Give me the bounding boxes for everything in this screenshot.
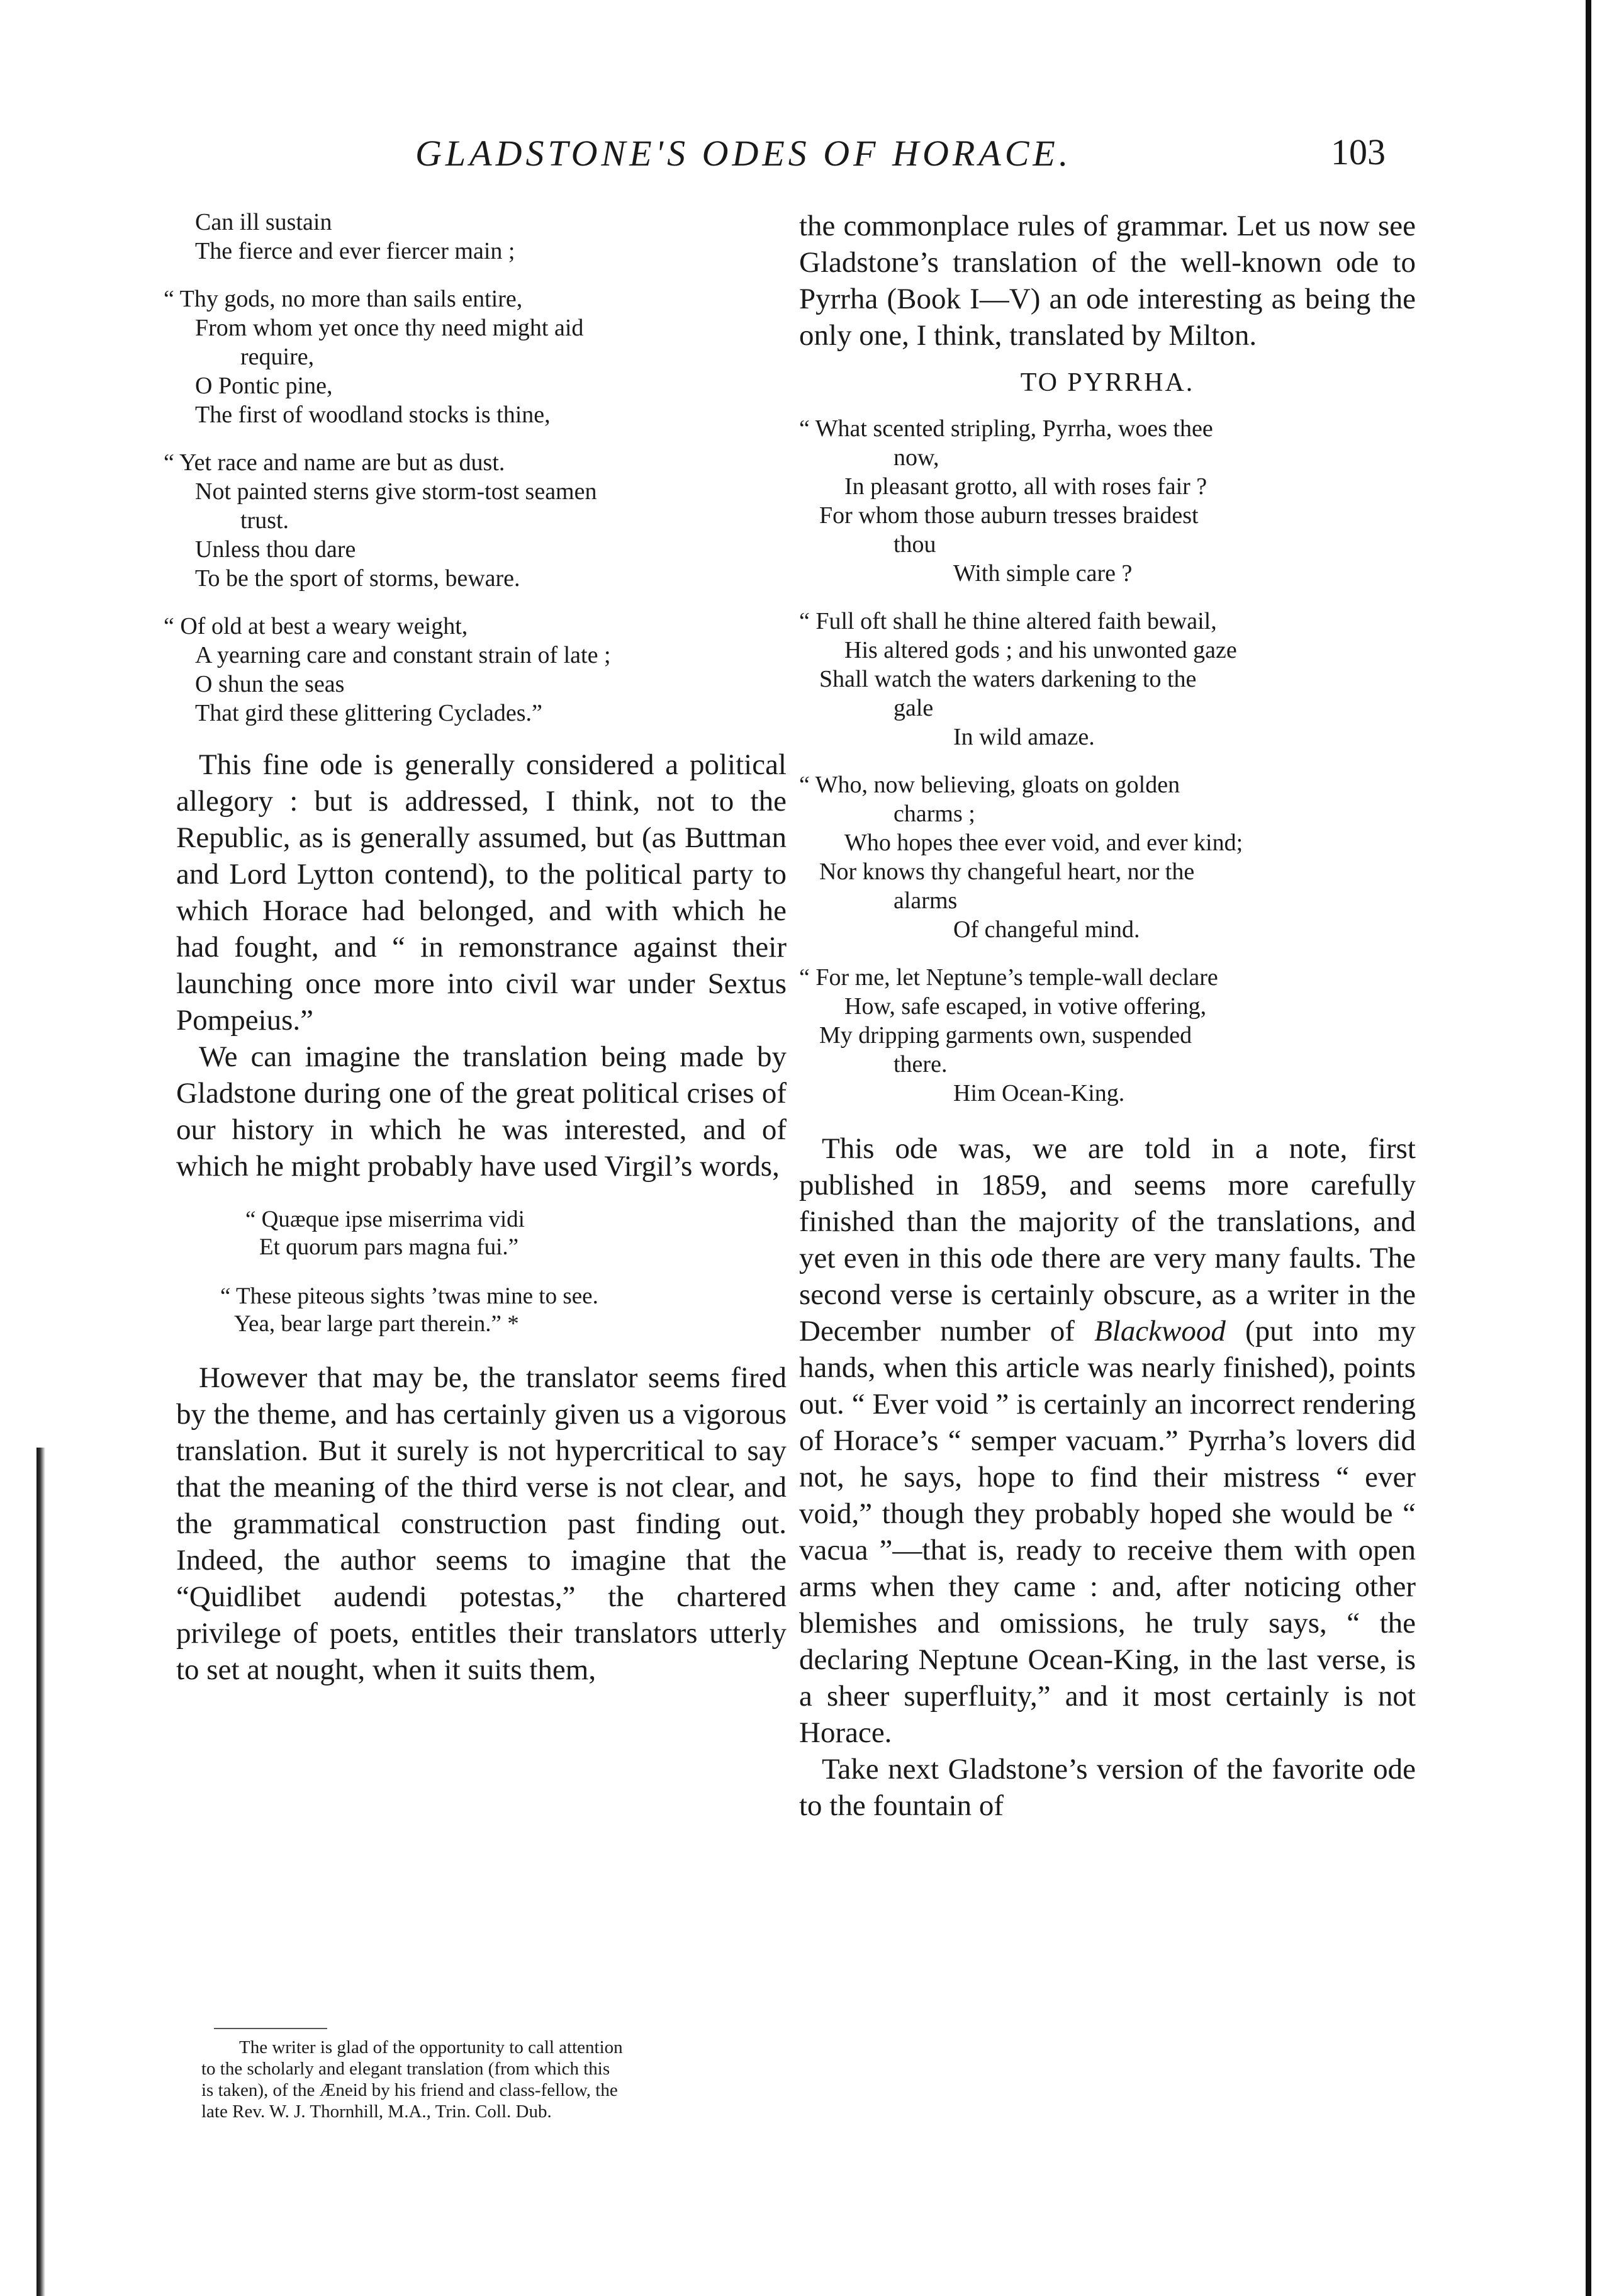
english-quote <box>220 1283 787 1338</box>
paragraph: However that may be, the translator seems fired by the theme, and has certainly given us a vigorous translation. But it surely is not hypercritical to say that the meaning of the third verse is not clear, and the grammatical construction past finding out. Indeed, the author seems to imagine that the “Quidlibet audendi potestas,” the chartered privilege of poets, entitles their translators utterly to set at nought, when it suits them, <box>176 1361 787 1686</box>
quote-line: “ Quæque ipse miserrima vidi <box>245 1207 525 1232</box>
verse-line: In pleasant grotto, all with roses fair ? <box>844 473 1207 500</box>
verse-line: From whom yet once thy need might aid <box>195 315 584 341</box>
pyrrha-stanza-2 <box>799 607 1416 751</box>
page-number: 103 <box>1331 132 1386 172</box>
verse-line: trust. <box>240 507 289 534</box>
verse-line: My dripping garments own, suspended <box>819 1022 1192 1049</box>
verse-line: With simple care ? <box>953 560 1133 587</box>
left-prose <box>176 746 787 1185</box>
verse-line: require, <box>240 344 315 370</box>
page-binding-edge <box>36 1448 45 2296</box>
verse-line: now, <box>893 444 939 471</box>
verse-line: “ Full oft shall he thine altered faith bewail, <box>799 608 1217 634</box>
pyrrha-stanza-4 <box>799 963 1416 1108</box>
verse-line: Him Ocean-King. <box>953 1080 1125 1106</box>
verse-line: thou <box>893 531 936 558</box>
footnote-rule <box>214 2028 327 2029</box>
quote-line: “ These piteous sights ’twas mine to see. <box>220 1283 598 1309</box>
verse-line: “ Of old at best a weary weight, <box>164 613 468 639</box>
paragraph: Take next Gladstone’s version of the favorite ode to the fountain of <box>799 1753 1416 1822</box>
verse-line: charms ; <box>893 801 975 827</box>
left-column <box>164 208 787 1688</box>
page-right-border <box>1586 0 1591 2296</box>
verse-line: “ Who, now believing, gloats on golden <box>799 772 1180 798</box>
verse-line: Shall watch the waters darkening to the <box>819 666 1197 692</box>
verse-line: His altered gods ; and his unwonted gaze <box>844 637 1237 663</box>
verse-line: “ What scented stripling, Pyrrha, woes thee <box>799 415 1213 442</box>
verse-line: To be the sport of storms, beware. <box>195 565 520 592</box>
verse-line: gale <box>893 695 934 721</box>
left-poem-stanza-4 <box>164 612 787 728</box>
left-poem <box>164 208 787 728</box>
pyrrha-poem <box>799 414 1416 1108</box>
right-prose <box>799 208 1416 354</box>
footnote-line: late Rev. W. J. Thornhill, M.A., Trin. Coll. Dub. <box>201 2102 552 2122</box>
verse-line: O Pontic pine, <box>195 373 333 399</box>
right-column <box>799 208 1416 1824</box>
verse-line: For whom those auburn tresses braidest <box>819 502 1199 529</box>
footnote <box>201 2037 805 2122</box>
verse-line: Who hopes thee ever void, and ever kind; <box>844 830 1243 856</box>
verse-line: Nor knows thy changeful heart, nor the <box>819 858 1195 885</box>
paragraph: This fine ode is generally considered a political allegory : but is addressed, I think, not to the Republic, as is generally assumed, but (as Buttman and Lord Lytton contend), to the political party to which Horace had belonged, and with which he had fought, and “ in remonstrance against their launching once more into civil war under Sextus Pompeius.” <box>176 748 787 1037</box>
verse-line: Of changeful mind. <box>953 916 1140 943</box>
left-poem-stanza-3 <box>164 448 787 593</box>
right-prose-continued <box>799 1130 1416 1824</box>
left-prose-continued <box>176 1359 787 1688</box>
periodical-title: Blackwood <box>1094 1315 1226 1348</box>
verse-line: How, safe escaped, in votive offering, <box>844 993 1207 1020</box>
verse-line: “ Yet race and name are but as dust. <box>164 449 505 476</box>
running-header-title: GLADSTONE'S ODES OF HORACE. <box>415 133 1072 174</box>
left-poem-stanza-2 <box>164 284 787 429</box>
footnote-line: The writer is glad of the opportunity to call attention <box>239 2037 623 2057</box>
verse-line: there. <box>893 1051 948 1078</box>
paragraph-text: (put into my hands, when this article was nearly finished), points out. “ Ever void ” is certainly an incorrect rendering of Horace’s “ semper vacuam.” Pyrrha’s lovers did not, he says, hope to find their mistress “ ever void,” though they probably hoped she would be “ vacua ”—that is, ready to receive them with open arms when they came : and, after noticing other blemishes and omissions, he truly says, “ the declaring Neptune Ocean-King, in the last verse, is a sheer superfluity,” and it most certainly is not Horace. <box>799 1315 1416 1749</box>
quote-line: Et quorum pars magna fui.” <box>259 1234 519 1260</box>
verse-line: Unless thou dare <box>195 536 356 563</box>
paragraph <box>799 1130 1416 1751</box>
verse-line: Not painted sterns give storm-tost seamen <box>195 478 597 505</box>
quote-line: Yea, bear large part therein.” * <box>234 1311 519 1337</box>
paragraph-text: This ode was, we are told in a note, first published in 1859, and seems more carefully finished than the majority of the translations, and yet even in this ode there are very many faults. The second verse is certainly obscure, as a writer in the December number of <box>799 1132 1416 1348</box>
pyrrha-stanza-3 <box>799 770 1416 944</box>
verse-line: The fierce and ever fiercer main ; <box>195 238 515 264</box>
footnote-line: to the scholarly and elegant translation (from which this <box>201 2059 610 2079</box>
verse-line: O shun the seas <box>195 671 345 697</box>
verse-line: In wild amaze. <box>953 724 1095 750</box>
footnote-line: is taken), of the Æneid by his friend and class-fellow, the <box>201 2080 618 2100</box>
verse-line: The first of woodland stocks is thine, <box>195 402 551 428</box>
verse-line: That gird these glittering Cyclades.” <box>195 700 542 726</box>
verse-line: Can ill sustain <box>195 209 332 235</box>
paragraph: We can imagine the translation being made by Gladstone during one of the great political crises of our history in which he was interested, and of which he might probably have used Virgil’s words, <box>176 1040 787 1183</box>
poem-title: TO PYRRHA. <box>1020 368 1195 397</box>
pyrrha-stanza-1 <box>799 414 1416 588</box>
verse-line: “ Thy gods, no more than sails entire, <box>164 286 523 312</box>
latin-quote <box>220 1206 787 1261</box>
verse-line: alarms <box>893 887 958 914</box>
paragraph: the commonplace rules of grammar. Let us now see Gladstone’s translation of the well-known ode to Pyrrha (Book I—V) an ode interesting as being the only one, I think, translated by Milton. <box>799 210 1416 352</box>
left-poem-stanza-1 <box>195 208 787 266</box>
verse-line: “ For me, let Neptune’s temple-wall declare <box>799 964 1218 991</box>
verse-line: A yearning care and constant strain of late ; <box>195 642 611 668</box>
